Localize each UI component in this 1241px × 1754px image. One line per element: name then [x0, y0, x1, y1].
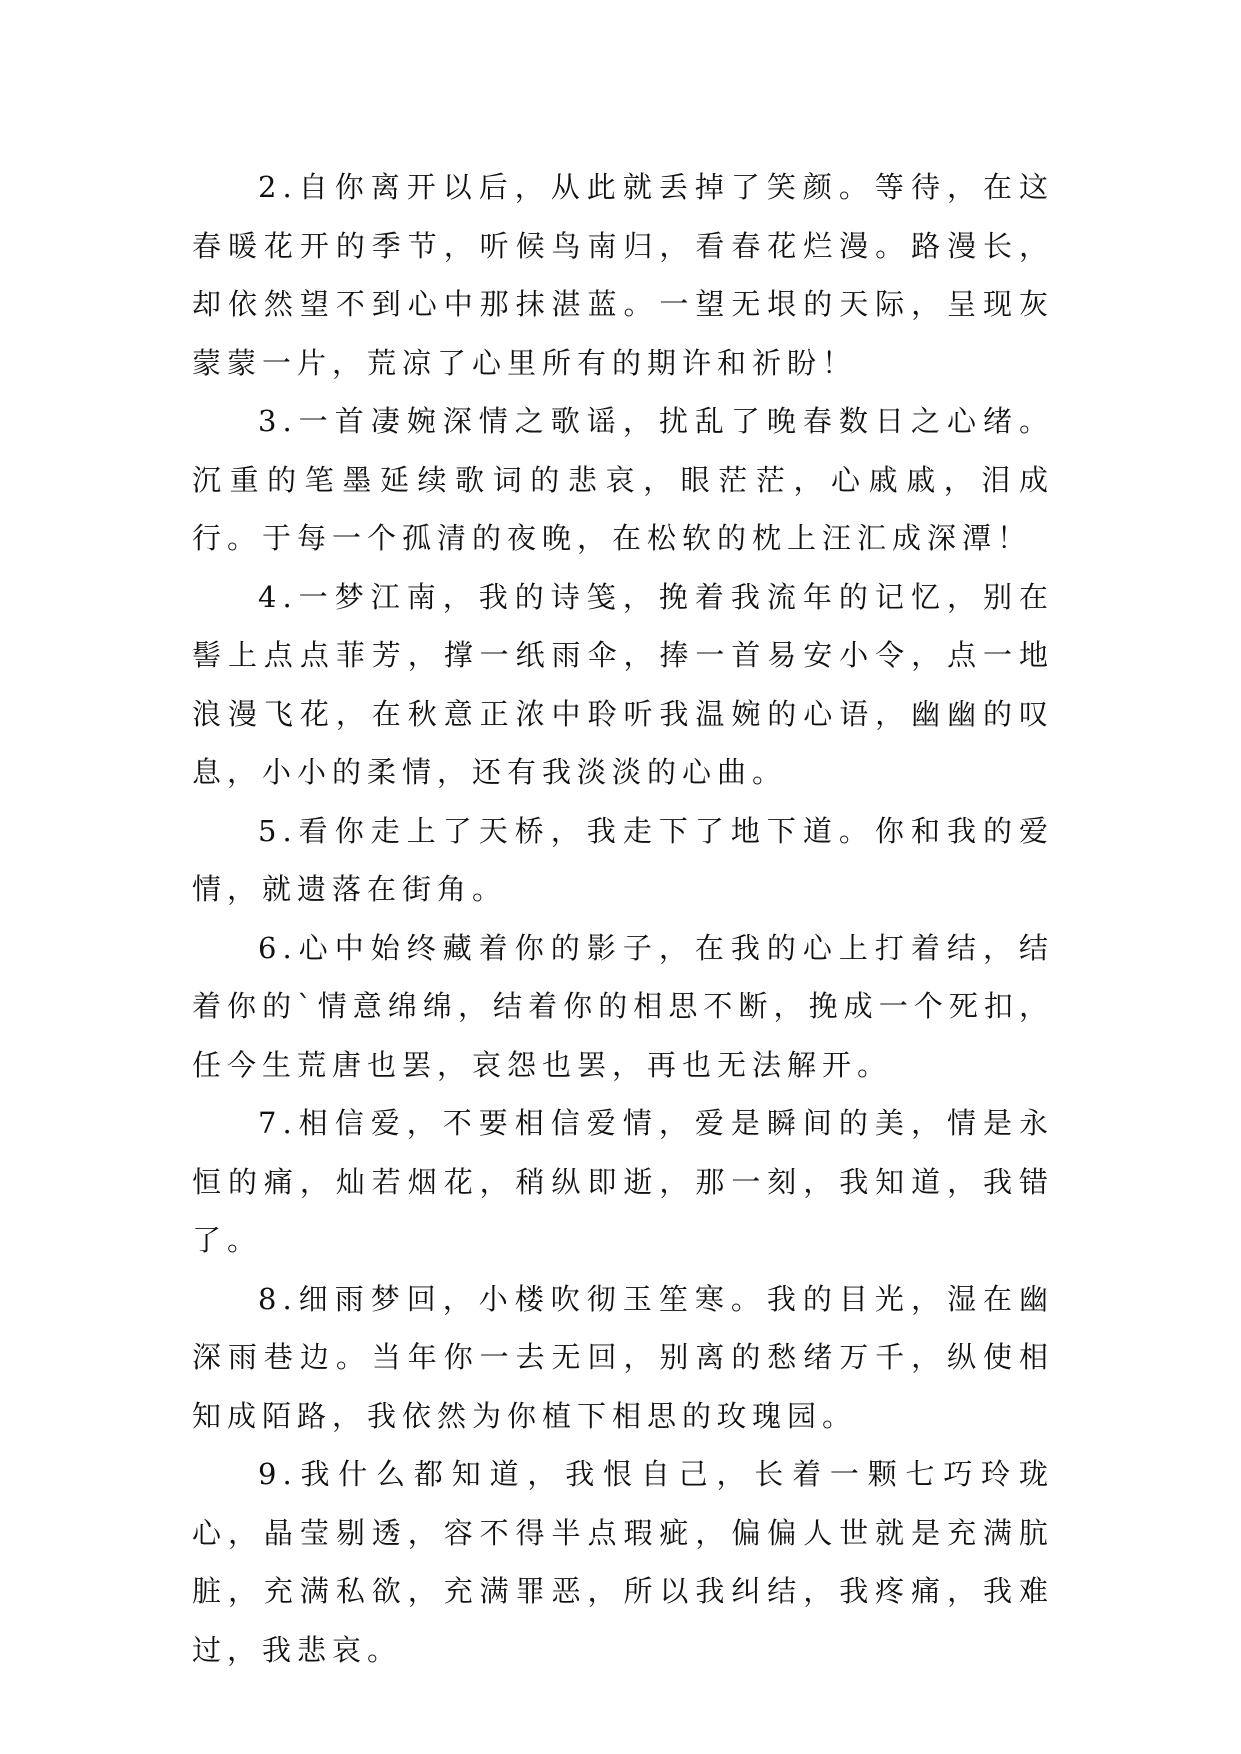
paragraph-2: 2.自你离开以后，从此就丢掉了笑颜。等待，在这春暖花开的季节，听候鸟南归，看春花烂漫。路漫长，却依然望不到心中那抹湛蓝。一望无垠的天际，呈现灰蒙蒙一片，荒凉了心里所有的期许和祈盼！ [192, 170, 1054, 380]
paragraph-5: 5.看你走上了天桥，我走下了地下道。你和我的爱情，就遗落在街角。 [192, 813, 1054, 906]
paragraph-8: 8.细雨梦回，小楼吹彻玉笙寒。我的目光，湿在幽深雨巷边。当年你一去无回，别离的愁绪万千，纵使相知成陌路，我依然为你植下相思的玫瑰园。 [192, 1281, 1054, 1433]
paragraph-9: 9.我什么都知道，我恨自己，长着一颗七巧玲珑心，晶莹剔透，容不得半点瑕疵，偏偏人世就是充满肮脏，充满私欲，充满罪恶，所以我纠结，我疼痛，我难过，我悲哀。 [192, 1457, 1054, 1667]
document-body [192, 158, 1054, 1679]
paragraph-3: 3.一首凄婉深情之歌谣，扰乱了晚春数日之心绪。沉重的笔墨延续歌词的悲哀，眼茫茫，心戚戚，泪成行。于每一个孤清的夜晚，在松软的枕上汪汇成深潭！ [192, 404, 1054, 555]
paragraph-4: 4.一梦江南，我的诗笺，挽着我流年的记忆，别在髻上点点菲芳，撑一纸雨伞，捧一首易安小令，点一地浪漫飞花，在秋意正浓中聆听我温婉的心语，幽幽的叹息，小小的柔情，还有我淡淡的心曲。 [192, 579, 1054, 789]
paragraph-6: 6.心中始终藏着你的影子，在我的心上打着结，结着你的`情意绵绵，结着你的相思不断，挽成一个死扣，任今生荒唐也罢，哀怨也罢，再也无法解开。 [192, 930, 1054, 1082]
paragraph-7: 7.相信爱，不要相信爱情，爱是瞬间的美，情是永恒的痛，灿若烟花，稍纵即逝，那一刻，我知道，我错了。 [192, 1106, 1054, 1257]
